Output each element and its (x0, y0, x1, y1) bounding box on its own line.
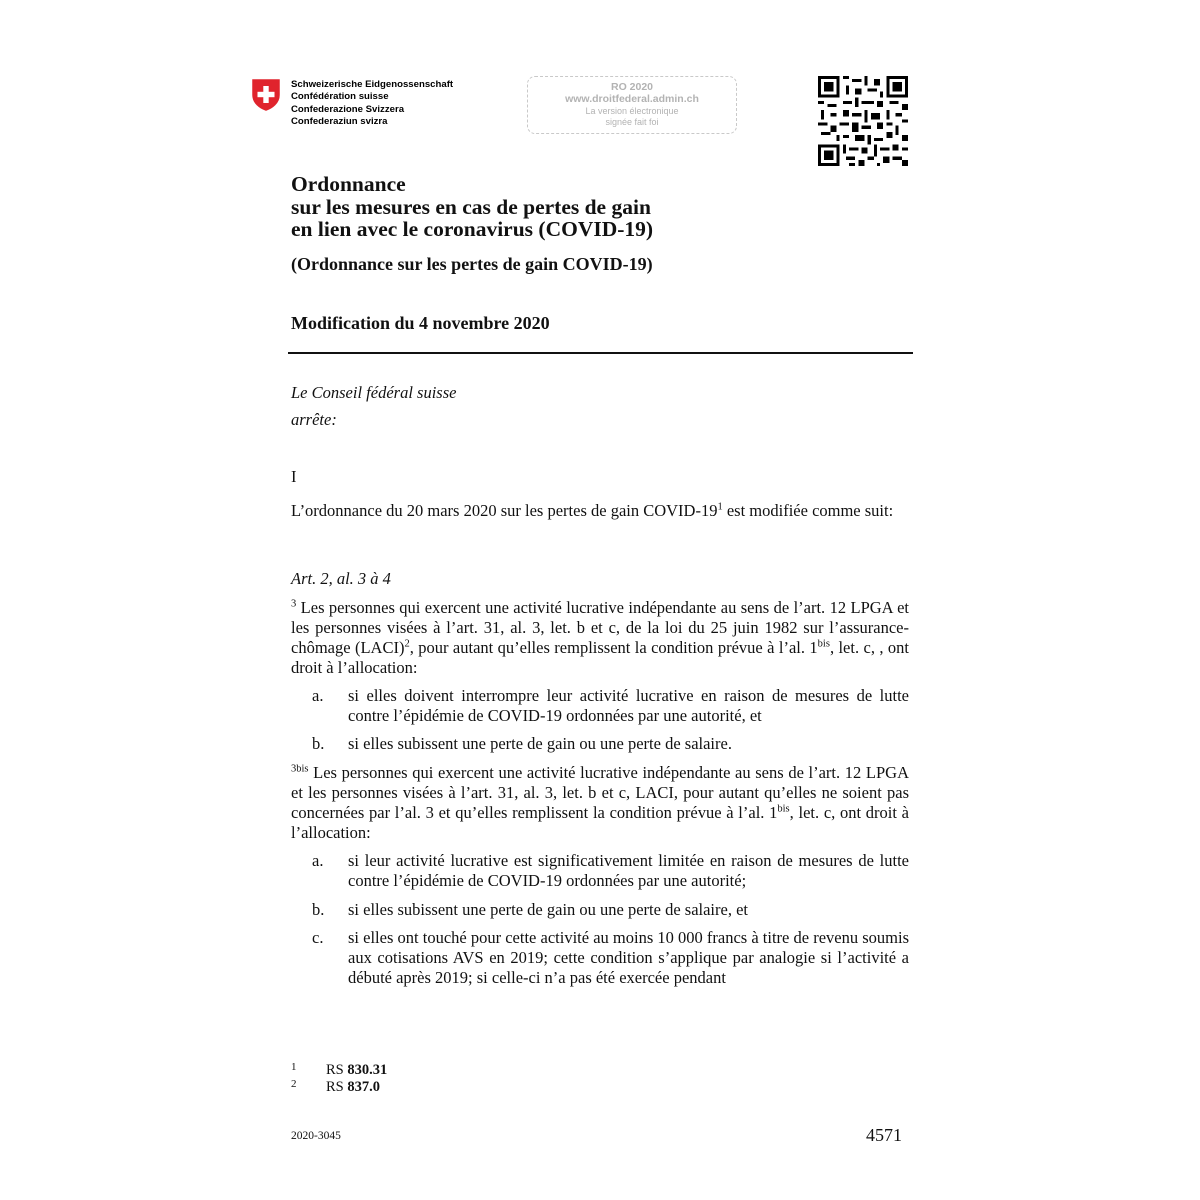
footnote-number: 1 (291, 1061, 297, 1073)
para3-text-c: , let. c, , ont droit à l’allocation: (291, 638, 909, 677)
para3bis-text-a: Les personnes qui exercent une activité lucrative indépendante au sens de l’art. 12 LPGA et les personnes visées à l’art. 31, al. 3, let. b et c, LACI, pour autant qu’elles ne soient pas concernées par l’al. 3 et qu’elles remplissent la condition prévue à l’al. 1 (291, 763, 909, 822)
list-marker: b. (312, 900, 325, 919)
list-text: si elles subissent une perte de gain ou une perte de salaire. (348, 734, 732, 753)
list-item (312, 734, 909, 754)
confederation-names (291, 79, 453, 129)
section-number: I (291, 467, 297, 486)
stamp-note-1: La version électronique (585, 106, 679, 116)
stamp-ro: RO 2020 (610, 81, 654, 93)
document-number: 2020-3045 (291, 1130, 341, 1142)
list-item (312, 851, 909, 891)
title-divider (288, 352, 913, 354)
para3-text-b: , pour autant qu’elles remplissent la condition prévue à l’al. 1 (409, 638, 818, 657)
footnote-number: 2 (291, 1078, 297, 1090)
para3bis-text-b: , let. c, ont droit à l’allocation: (291, 803, 910, 842)
paragraph-3bis (291, 763, 909, 843)
footnote-ref-2[interactable]: 2 (404, 638, 410, 650)
footnote-text (326, 1079, 380, 1096)
para3-text-a: Les personnes qui exercent une activité lucrative indépendante au sens de l’art. 12 LPGA et les personnes visées à l’art. 31, al. 3, let. b et c, de la loi du 25 juin 1982 sur l’assurance-chômage (LACI) (291, 598, 909, 657)
list-text: si leur activité lucrative est significativement limitée en raison de mesures de lutte contre l’épidémie de COVID-19 ordonnées par une autorité; (348, 851, 909, 890)
intro-paragraph (291, 501, 909, 521)
footnote-prefix: RS (326, 1079, 348, 1095)
preamble-decrees: arrête: (291, 410, 337, 429)
title-line-1: Ordonnance (291, 172, 406, 196)
footnote-text (326, 1062, 387, 1079)
list-item (312, 928, 909, 988)
page-number: 4571 (866, 1125, 902, 1145)
footnote-prefix: RS (326, 1062, 348, 1078)
bis-superscript: bis (777, 803, 790, 815)
confederation-fr: Confédération suisse (291, 91, 389, 103)
document-subtitle: (Ordonnance sur les pertes de gain COVID-19) (291, 254, 653, 274)
confederation-rm: Confederaziun svizra (291, 116, 388, 128)
paragraph-number: 3bis (291, 763, 309, 775)
intro-text-a: L’ordonnance du 20 mars 2020 sur les pertes de gain COVID-19 (291, 501, 718, 520)
intro-text-b: est modifiée comme suit: (722, 501, 894, 520)
list-marker: a. (312, 686, 324, 705)
paragraph-3 (291, 598, 909, 678)
stamp-url: www.droitfederal.admin.ch (565, 93, 699, 105)
list-item (312, 686, 909, 726)
document-title (291, 173, 653, 241)
title-line-3: en lien avec le coronavirus (COVID-19) (291, 217, 654, 241)
footnote-ref-link[interactable]: 837.0 (347, 1079, 380, 1095)
swiss-crest-icon (252, 79, 280, 111)
stamp-note-2: signée fait foi (605, 117, 659, 127)
paragraph-number: 3 (291, 598, 297, 610)
confederation-de: Schweizerische Eidgenossenschaft (291, 79, 454, 90)
list-text: si elles ont touché pour cette activité au moins 10 000 francs à titre de revenu soumis aux cotisations AVS en 2019; cette condition s’applique par analogie si l’activité a débuté après 2019; si celle-ci n’a pas été exercée pendant (348, 928, 909, 987)
list-marker: c. (312, 928, 324, 947)
list-marker: a. (312, 851, 324, 870)
confederation-it: Confederazione Svizzera (291, 103, 405, 115)
bis-superscript: bis (817, 638, 830, 650)
list-item (312, 900, 909, 920)
footnote-ref-1[interactable]: 1 (717, 501, 723, 513)
preamble-authority: Le Conseil fédéral suisse (291, 383, 457, 402)
article-heading: Art. 2, al. 3 à 4 (291, 569, 391, 588)
list-marker: b. (312, 734, 325, 753)
title-line-2: sur les mesures en cas de pertes de gain (291, 194, 651, 219)
modification-date: Modification du 4 novembre 2020 (291, 313, 550, 333)
qr-code-icon (818, 76, 908, 166)
list-text: si elles subissent une perte de gain ou une perte de salaire, et (348, 900, 748, 919)
ro-stamp (527, 76, 737, 134)
footnote-ref-link[interactable]: 830.31 (347, 1062, 388, 1078)
list-text: si elles doivent interrompre leur activité lucrative en raison de mesures de lutte contre l’épidémie de COVID-19 ordonnées par une autorité, et (348, 686, 909, 725)
